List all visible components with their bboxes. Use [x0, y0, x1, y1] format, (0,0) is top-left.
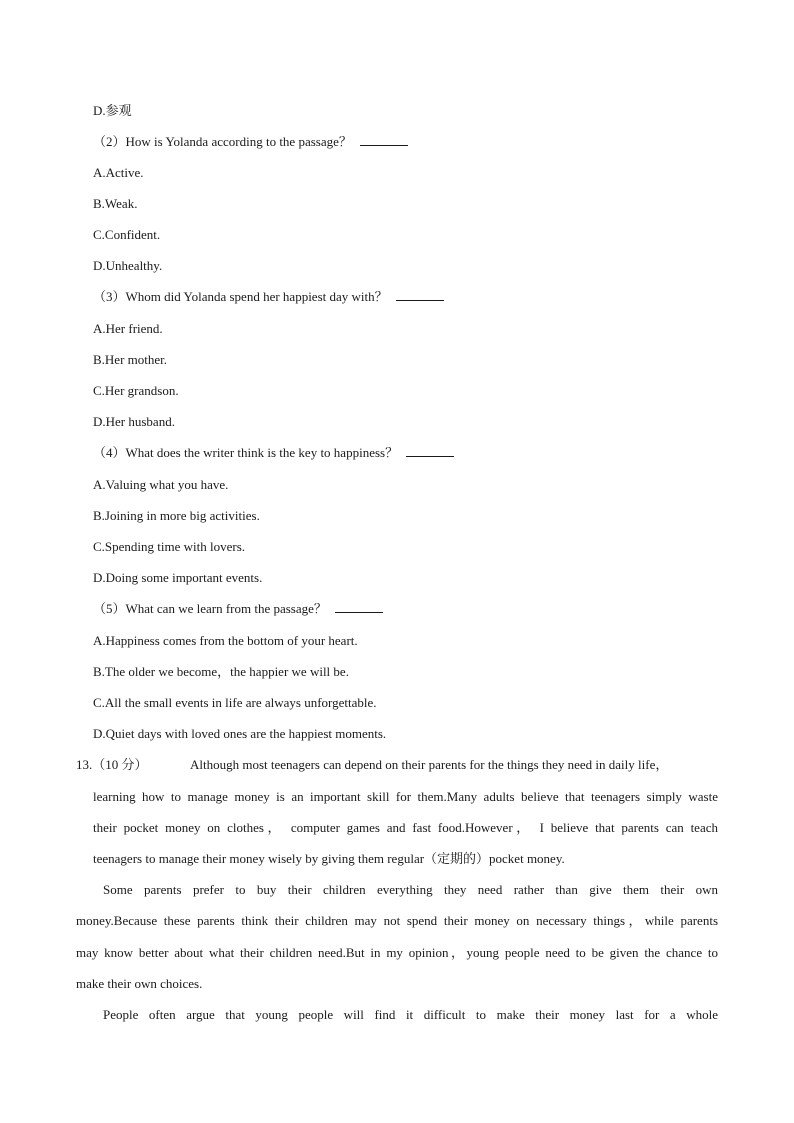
q3-option-b: B.Her mother. — [93, 352, 168, 367]
passage-line-2: learning how to manage money is an important skill for them.Many adults believe that teenagers simply waste — [93, 789, 718, 804]
q5-option-c: C.All the small events in life are always unforgettable. — [93, 695, 377, 710]
answer-blank[interactable] — [360, 134, 408, 146]
q4-option-b: B.Joining in more big activities. — [93, 508, 260, 523]
question-2-prompt: （2）How is Yolanda according to the passage？ — [93, 134, 408, 150]
answer-blank[interactable] — [396, 289, 444, 301]
q1-option-d: D.参观 — [93, 103, 132, 118]
q5-option-a: A.Happiness comes from the bottom of your heart. — [93, 633, 358, 648]
q4-option-c: C.Spending time with lovers. — [93, 539, 246, 554]
passage-line-3: their pocket money on clothes， computer games and fast food.However， I believe that parents can teach — [93, 820, 718, 835]
passage-line-6: money.Because these parents think their children may not spend their money on necessary things，while parents — [76, 913, 718, 928]
q2-option-a: A.Active. — [93, 165, 144, 180]
answer-blank[interactable] — [406, 445, 454, 457]
passage-line-7: may know better about what their children need.But in my opinion，young people need to be given the chance to — [76, 945, 718, 960]
q3-option-c: C.Her grandson. — [93, 383, 179, 398]
question-5-prompt: （5）What can we learn from the passage？ — [93, 601, 383, 617]
q5-option-d: D.Quiet days with loved ones are the happiest moments. — [93, 726, 387, 741]
passage-line-1: Although most teenagers can depend on their parents for the things they need in daily life， — [190, 757, 669, 772]
q3-option-d: D.Her husband. — [93, 414, 175, 429]
passage-line-8: make their own choices. — [76, 976, 203, 991]
passage-line-4: teenagers to manage their money wisely by giving them regular（定期的）pocket money. — [93, 851, 565, 866]
q2-option-d: D.Unhealthy. — [93, 258, 163, 273]
answer-blank[interactable] — [335, 601, 383, 613]
q3-option-a: A.Her friend. — [93, 321, 163, 336]
question-4-prompt: （4）What does the writer think is the key to happiness？ — [93, 445, 454, 461]
q4-option-d: D.Doing some important events. — [93, 570, 263, 585]
q2-option-b: B.Weak. — [93, 196, 138, 211]
q2-option-c: C.Confident. — [93, 227, 161, 242]
question-3-prompt: （3）Whom did Yolanda spend her happiest day with？ — [93, 289, 444, 305]
question-13-number: 13.（10 分） — [76, 757, 148, 772]
q4-option-a: A.Valuing what you have. — [93, 477, 229, 492]
passage-line-9: People often argue that young people will find it difficult to make their money last for a whole — [103, 1007, 718, 1022]
passage-line-5: Some parents prefer to buy their children everything they need rather than give them their own — [103, 882, 718, 897]
q5-option-b: B.The older we become，the happier we will be. — [93, 664, 349, 679]
